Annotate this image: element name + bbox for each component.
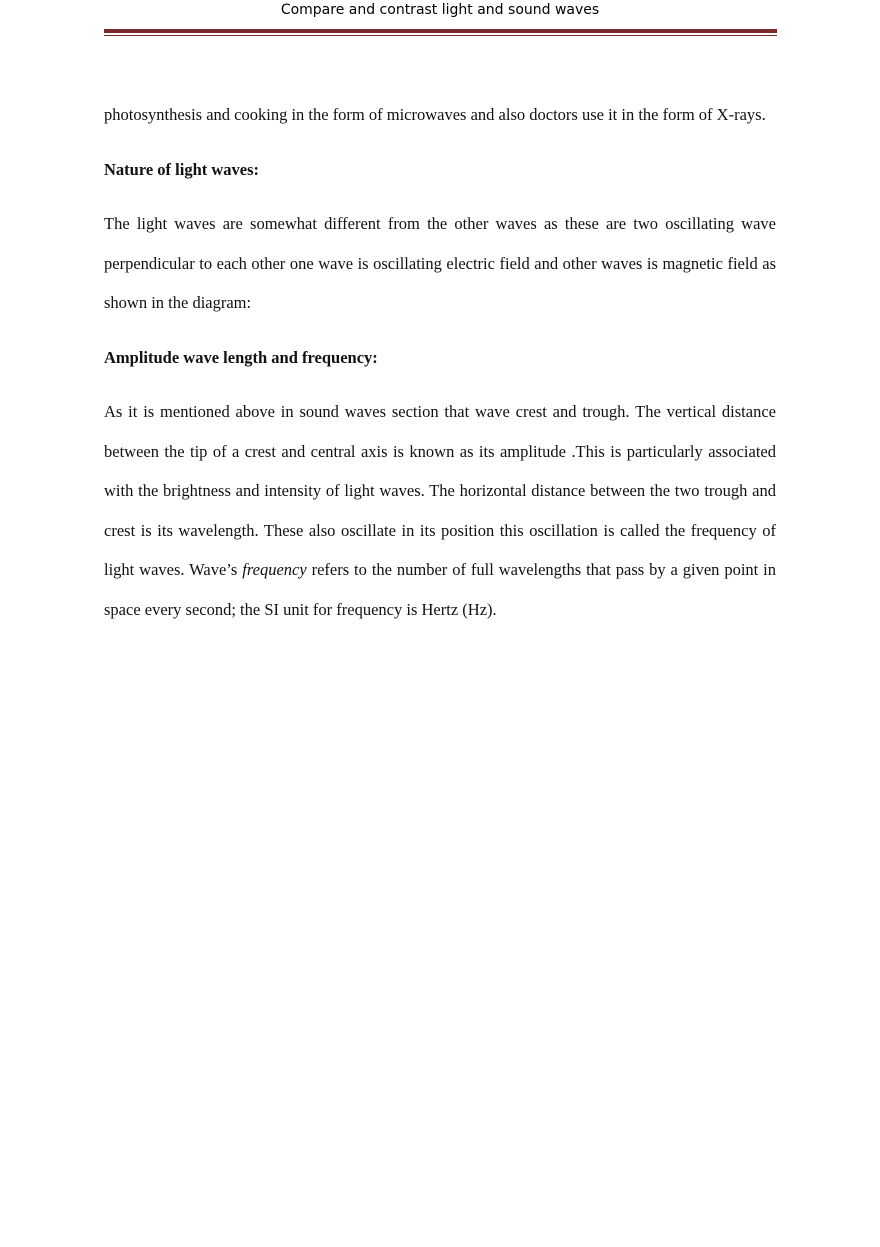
document-body — [104, 95, 776, 644]
paragraph-applications: photosynthesis and cooking in the form of microwaves and also doctors use it in the form of X-rays. — [104, 105, 766, 124]
paragraph-amplitude-text-start: As it is mentioned above in sound waves section that wave crest and trough. The vertical distance between the tip of a crest and central axis is known as its amplitude .This is particularly associated with the brightness and intensity of light waves. The horizontal distance between the two trough and crest is its wavelength. These also oscillate in its position this oscillation is called the frequency of light waves. Wave’s — [104, 402, 776, 579]
heading-amplitude-wavelength-frequency: Amplitude wave length and frequency: — [104, 347, 378, 367]
paragraph-nature-of-light: The light waves are somewhat different from the other waves as these are two oscillating wave perpendicular to each other one wave is oscillating electric field and other waves is magnetic field as shown in the diagram: — [104, 214, 776, 312]
paragraph-amplitude — [104, 392, 776, 629]
header-rule-thin — [104, 35, 777, 36]
header-rule-thick — [104, 29, 777, 33]
heading-nature-of-light-waves: Nature of light waves: — [104, 159, 260, 179]
paragraph-amplitude-text-end: refers to the number of full wavelengths that pass by a given point in space every second; the SI unit for frequency is Hertz (Hz). — [104, 560, 776, 619]
frequency-term: frequency — [242, 560, 307, 579]
running-header: Compare and contrast light and sound waves — [280, 2, 600, 18]
